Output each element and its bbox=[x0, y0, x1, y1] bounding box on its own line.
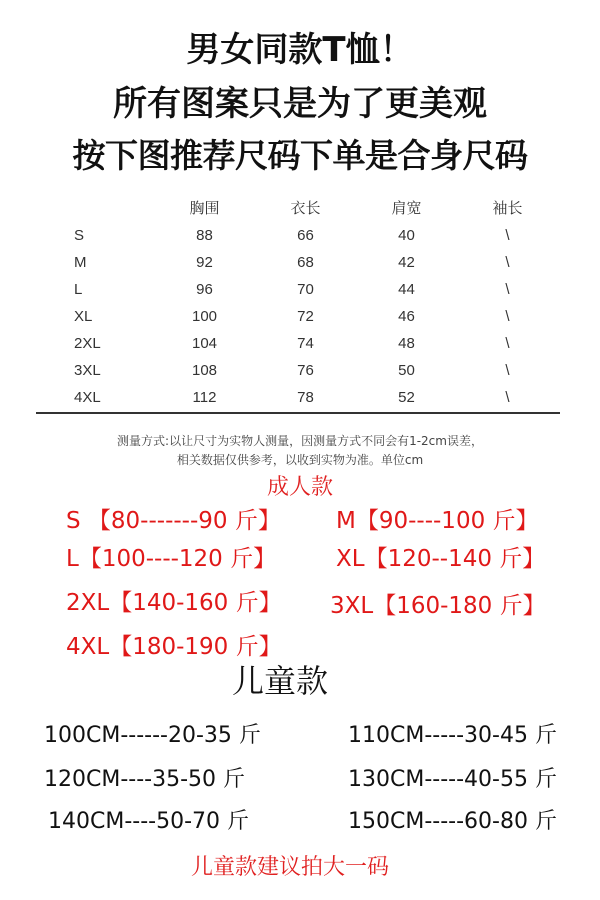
table-cell-shoulder: 42 bbox=[398, 254, 415, 271]
table-cell-size: L bbox=[74, 281, 83, 298]
table-cell-length: 78 bbox=[297, 389, 314, 406]
table-divider bbox=[36, 412, 560, 414]
headline-3: 按下图推荐尺码下单是合身尺码 bbox=[72, 136, 528, 175]
table-row bbox=[38, 384, 558, 411]
table-cell-size: 3XL bbox=[74, 362, 101, 379]
table-header-size bbox=[38, 192, 154, 222]
headline-2: 所有图案只是为了更美观 bbox=[113, 84, 487, 124]
table-cell-size: XL bbox=[74, 308, 93, 325]
kids-size-advice: 儿童款建议拍大一码 bbox=[190, 855, 389, 880]
table-header-shoulder: 肩宽 bbox=[391, 198, 422, 217]
table-cell-chest: 92 bbox=[196, 254, 213, 271]
table-cell-size: 2XL bbox=[74, 335, 101, 352]
adult-section-title: 成人款 bbox=[266, 475, 333, 500]
table-cell-length: 66 bbox=[297, 227, 314, 244]
table-cell-sleeve: \ bbox=[505, 389, 510, 406]
table-row bbox=[38, 249, 558, 276]
table-cell-size: 4XL bbox=[74, 389, 101, 406]
table-cell-length: 68 bbox=[297, 254, 314, 271]
table-cell-shoulder: 46 bbox=[398, 308, 415, 325]
table-cell-sleeve: \ bbox=[505, 308, 510, 325]
table-cell-shoulder: 48 bbox=[398, 335, 415, 352]
table-cell-sleeve: \ bbox=[505, 227, 510, 244]
table-cell-shoulder: 44 bbox=[398, 281, 415, 298]
kids-size-item: 150CM-----60-80 斤 bbox=[348, 809, 557, 834]
table-cell-chest: 108 bbox=[191, 362, 218, 379]
size-chart-table bbox=[38, 192, 558, 411]
table-cell-sleeve: \ bbox=[505, 362, 510, 379]
table-row bbox=[38, 222, 558, 249]
table-cell-shoulder: 52 bbox=[398, 389, 415, 406]
table-row bbox=[38, 276, 558, 303]
adult-size-item: 4XL【180-190 斤】 bbox=[66, 634, 282, 660]
kids-size-item: 130CM-----40-55 斤 bbox=[348, 767, 557, 792]
table-cell-chest: 104 bbox=[191, 335, 218, 352]
table-cell-chest: 96 bbox=[196, 281, 213, 298]
table-header-chest: 胸围 bbox=[189, 198, 220, 217]
table-cell-sleeve: \ bbox=[505, 335, 510, 352]
kids-size-item: 140CM----50-70 斤 bbox=[48, 809, 250, 834]
table-header-sleeve: 袖长 bbox=[492, 198, 523, 217]
measure-note-line-2: 相关数据仅供参考，以收到实物为准。单位cm bbox=[176, 453, 424, 467]
measure-note-line-1: 测量方式:以让尺寸为实物人测量，因测量方式不同会有1-2cm误差， bbox=[117, 434, 483, 448]
table-cell-chest: 88 bbox=[196, 227, 213, 244]
table-row bbox=[38, 303, 558, 330]
table-header-length: 衣长 bbox=[290, 198, 321, 217]
table-cell-size: M bbox=[74, 254, 87, 271]
headline-1: 男女同款T恤！ bbox=[186, 30, 414, 70]
adult-size-item: 3XL【160-180 斤】 bbox=[330, 593, 546, 619]
table-cell-sleeve: \ bbox=[505, 254, 510, 271]
kids-size-item: 110CM-----30-45 斤 bbox=[348, 723, 557, 748]
kids-section-title: 儿童款 bbox=[231, 662, 328, 700]
table-header-row bbox=[38, 192, 558, 222]
table-row bbox=[38, 357, 558, 384]
table-cell-shoulder: 50 bbox=[398, 362, 415, 379]
table-cell-chest: 100 bbox=[191, 308, 218, 325]
adult-size-item: L【100----120 斤】 bbox=[66, 546, 277, 572]
table-row bbox=[38, 330, 558, 357]
table-cell-length: 72 bbox=[297, 308, 314, 325]
kids-size-item: 120CM----35-50 斤 bbox=[44, 767, 246, 792]
table-cell-length: 70 bbox=[297, 281, 314, 298]
adult-size-item: 2XL【140-160 斤】 bbox=[66, 590, 282, 616]
kids-size-item: 100CM------20-35 斤 bbox=[44, 723, 261, 748]
table-cell-length: 76 bbox=[297, 362, 314, 379]
table-cell-length: 74 bbox=[297, 335, 314, 352]
table-cell-chest: 112 bbox=[192, 389, 217, 406]
adult-size-item: S 【80-------90 斤】 bbox=[66, 508, 281, 534]
adult-size-item: M【90----100 斤】 bbox=[336, 508, 539, 534]
table-cell-size: S bbox=[74, 227, 85, 244]
table-cell-shoulder: 40 bbox=[398, 227, 415, 244]
adult-size-item: XL【120--140 斤】 bbox=[336, 546, 546, 572]
table-cell-sleeve: \ bbox=[505, 281, 510, 298]
